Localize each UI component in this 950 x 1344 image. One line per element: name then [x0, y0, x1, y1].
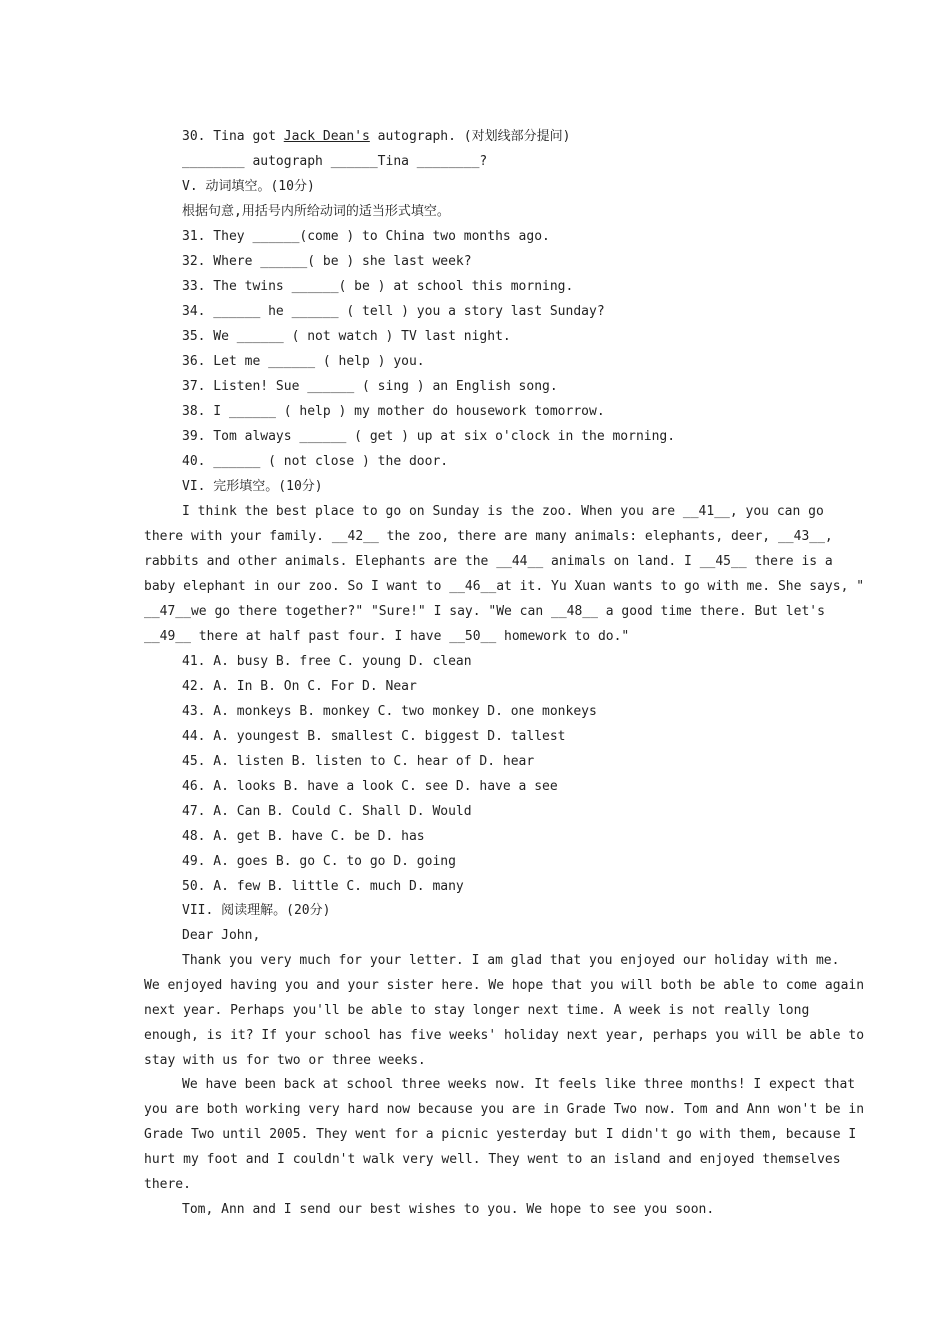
letter-paragraph1-line: stay with us for two or three weeks.	[144, 1053, 426, 1068]
cloze-option-46: 46. A. looks B. have a look C. see D. have a see	[182, 779, 558, 794]
cloze-passage-line: __47__we go there together?" "Sure!" I say. "We can __48__ a good time there. But let's	[144, 604, 825, 619]
cloze-option-42: 42. A. In B. On C. For D. Near	[182, 679, 417, 694]
question-39: 39. Tom always ______ ( get ) up at six o'clock in the morning.	[182, 429, 676, 444]
letter-salutation: Dear John,	[182, 928, 261, 943]
cloze-passage-line: I think the best place to go on Sunday is the zoo. When you are __41__, you can go	[182, 504, 824, 519]
letter-paragraph2-line: We have been back at school three weeks now. It feels like three months! I expect that	[182, 1077, 856, 1092]
question-32: 32. Where ______( be ) she last week?	[182, 254, 472, 269]
cloze-passage-line: __49__ there at half past four. I have __50__ homework to do."	[144, 629, 630, 644]
question-35: 35. We ______ ( not watch ) TV last night.	[182, 329, 511, 344]
section5-instruction: 根据句意,用括号内所给动词的适当形式填空。	[182, 204, 450, 219]
q30-line2: ________ autograph ______Tina ________?	[182, 154, 488, 169]
section7-heading: VII. 阅读理解。(20分)	[182, 903, 331, 918]
question-38: 38. I ______ ( help ) my mother do housework tomorrow.	[182, 404, 605, 419]
question-34: 34. ______ he ______ ( tell ) you a story last Sunday?	[182, 304, 605, 319]
cloze-option-45: 45. A. listen B. listen to C. hear of D. hear	[182, 754, 535, 769]
cloze-passage-line: baby elephant in our zoo. So I want to __46__at it. Yu Xuan wants to go with me. She says, "	[144, 579, 865, 594]
question-36: 36. Let me ______ ( help ) you.	[182, 354, 425, 369]
question-37: 37. Listen! Sue ______ ( sing ) an English song.	[182, 379, 558, 394]
letter-paragraph1-line: enough, is it? If your school has five weeks' holiday next year, perhaps you will be able to	[144, 1028, 865, 1043]
q30-underlined-phrase: Jack Dean's	[283, 129, 370, 144]
cloze-option-41: 41. A. busy B. free C. young D. clean	[182, 654, 472, 669]
section5-heading: V. 动词填空。(10分)	[182, 179, 315, 194]
cloze-option-50: 50. A. few B. little C. much D. many	[182, 879, 464, 894]
q30-line1	[182, 128, 570, 146]
q30-text-post: autograph. (对划线部分提问)	[369, 129, 571, 144]
cloze-option-43: 43. A. monkeys B. monkey C. two monkey D. one monkeys	[182, 704, 597, 719]
section6-heading: VI. 完形填空。(10分)	[182, 479, 323, 494]
letter-paragraph1-line: We enjoyed having you and your sister here. We hope that you will both be able to come again	[144, 978, 865, 993]
letter-paragraph2-line: you are both working very hard now because you are in Grade Two now. Tom and Ann won't be in	[144, 1102, 865, 1117]
letter-paragraph2-line: Grade Two until 2005. They went for a picnic yesterday but I didn't go with them, because I	[144, 1127, 857, 1142]
letter-paragraph1-line: next year. Perhaps you'll be able to stay longer next time. A week is not really long	[144, 1003, 810, 1018]
letter-paragraph3: Tom, Ann and I send our best wishes to you. We hope to see you soon.	[182, 1202, 715, 1217]
cloze-option-49: 49. A. goes B. go C. to go D. going	[182, 854, 456, 869]
cloze-option-44: 44. A. youngest B. smallest C. biggest D. tallest	[182, 729, 566, 744]
cloze-option-47: 47. A. Can B. Could C. Shall D. Would	[182, 804, 472, 819]
question-31: 31. They ______(come ) to China two months ago.	[182, 229, 550, 244]
letter-paragraph2-line: there.	[144, 1177, 191, 1192]
letter-paragraph1-line: Thank you very much for your letter. I am glad that you enjoyed our holiday with me.	[182, 953, 840, 968]
question-33: 33. The twins ______( be ) at school this morning.	[182, 279, 574, 294]
cloze-passage-line: rabbits and other animals. Elephants are the __44__ animals on land. I __45__ there is a	[144, 554, 833, 569]
letter-paragraph2-line: hurt my foot and I couldn't walk very well. They went to an island and enjoyed themselves	[144, 1152, 841, 1167]
q30-text-pre: 30. Tina got	[182, 129, 284, 144]
cloze-passage-line: there with your family. __42__ the zoo, there are many animals: elephants, deer, __43__,	[144, 529, 833, 544]
question-40: 40. ______ ( not close ) the door.	[182, 454, 449, 469]
cloze-option-48: 48. A. get B. have C. be D. has	[182, 829, 425, 844]
